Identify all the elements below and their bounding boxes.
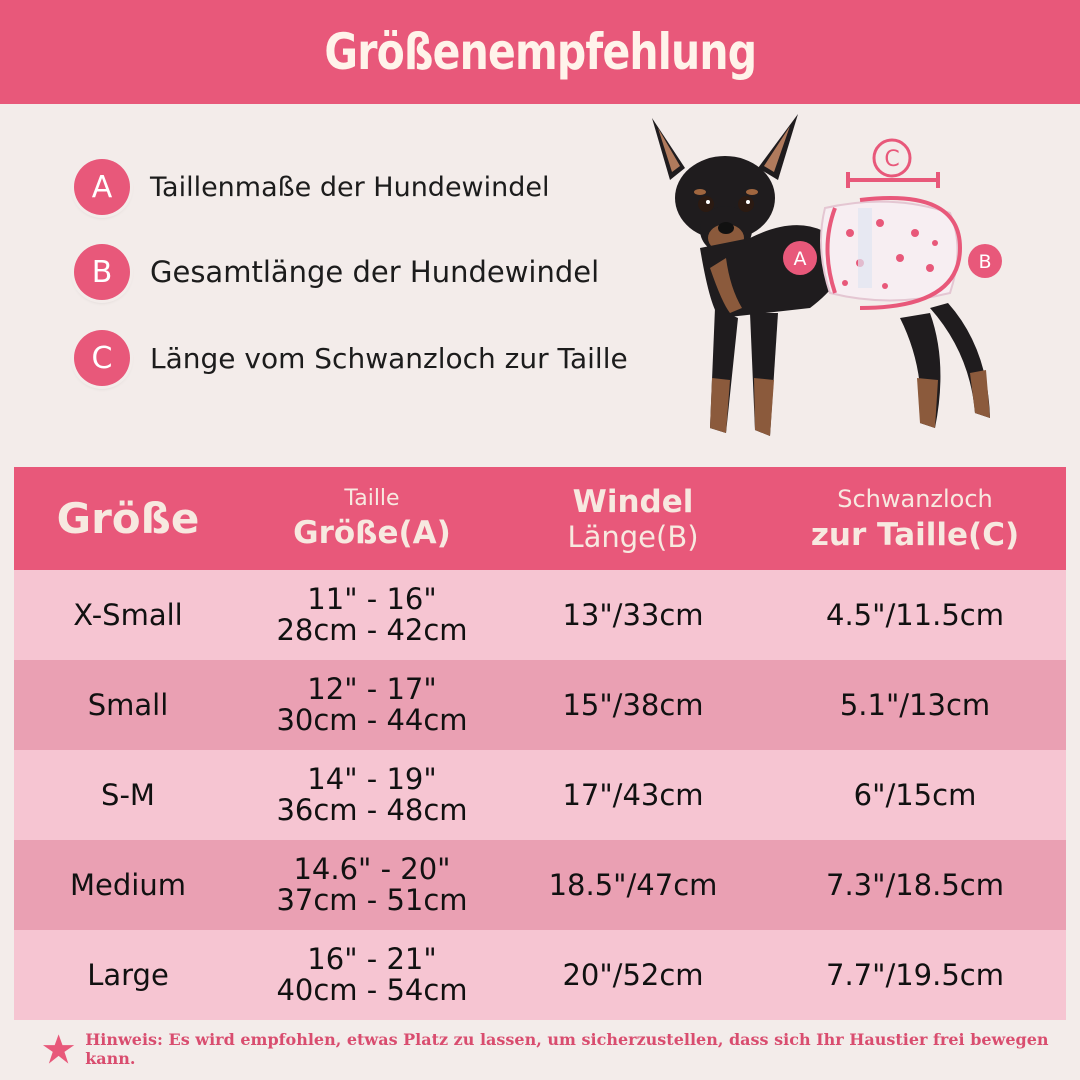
label-a: A	[793, 248, 807, 270]
label-b: B	[978, 251, 992, 273]
label-c: C	[884, 147, 900, 172]
cell-waist-in: 14.6" - 20"	[293, 852, 451, 886]
cell-waist-in: 12" - 17"	[307, 672, 437, 706]
cell-waist-cm: 37cm - 51cm	[276, 883, 468, 917]
cell-length: 18.5"/47cm	[548, 867, 718, 902]
cell-length: 20"/52cm	[562, 957, 704, 992]
header-waist: Taille Größe(A)	[293, 486, 451, 551]
footnote	[42, 1030, 1080, 1068]
table-row	[14, 930, 1066, 1020]
legend-item-b	[74, 244, 599, 300]
cell-length: 15"/38cm	[562, 687, 704, 722]
legend-text-b: Gesamtlänge der Hundewindel	[150, 255, 600, 289]
cell-tail: 7.3"/18.5cm	[826, 867, 1004, 902]
cell-waist-cm: 30cm - 44cm	[276, 703, 468, 737]
legend-badge-a: A	[74, 159, 130, 215]
legend-text-c: Länge vom Schwanzloch zur Taille	[150, 341, 628, 375]
cell-tail: 7.7"/19.5cm	[826, 957, 1004, 992]
cell-waist	[242, 584, 502, 646]
cell-size: Medium	[70, 867, 186, 902]
cell-waist	[242, 764, 502, 826]
table-row	[14, 660, 1066, 750]
page-title: Größenempfehlung	[324, 23, 756, 81]
legend-item-a	[74, 159, 550, 215]
table-row	[14, 840, 1066, 930]
cell-waist-cm: 36cm - 48cm	[276, 793, 468, 827]
cell-waist	[242, 944, 502, 1006]
header-tail: Schwanzloch zur Taille(C)	[810, 484, 1020, 553]
cell-tail: 4.5"/11.5cm	[826, 597, 1004, 632]
cell-waist	[242, 854, 502, 916]
header-length: Windel Länge(B)	[567, 483, 699, 554]
dog-illustration	[630, 108, 1010, 468]
cell-waist-cm: 40cm - 54cm	[276, 973, 468, 1007]
cell-length: 13"/33cm	[562, 597, 704, 632]
table-header	[14, 467, 1066, 570]
dog-with-diaper-image	[630, 108, 1010, 468]
header-size: Größe	[56, 494, 200, 543]
table-row	[14, 570, 1066, 660]
legend-text-a: Taillenmaße der Hundewindel	[150, 171, 550, 203]
cell-size: X-Small	[73, 597, 183, 632]
table-row	[14, 750, 1066, 840]
cell-tail: 6"/15cm	[853, 777, 977, 812]
size-table	[14, 467, 1066, 1020]
legend-badge-c: C	[74, 330, 130, 386]
cell-length: 17"/43cm	[562, 777, 704, 812]
star-icon	[42, 1033, 75, 1065]
footnote-text: Hinweis: Es wird empfohlen, etwas Platz zu lassen, um sicherzustellen, dass sich Ihr Haustier frei bewegen kann.	[85, 1030, 1049, 1068]
cell-size: Small	[87, 687, 169, 722]
legend-badge-b: B	[74, 244, 130, 300]
cell-tail: 5.1"/13cm	[839, 687, 991, 722]
cell-size: S-M	[101, 777, 155, 812]
legend-item-c	[74, 330, 628, 386]
cell-waist-in: 11" - 16"	[307, 582, 437, 616]
cell-waist	[242, 674, 502, 736]
cell-waist-in: 16" - 21"	[307, 942, 437, 976]
title-banner	[0, 0, 1080, 104]
cell-waist-in: 14" - 19"	[307, 762, 437, 796]
cell-size: Large	[87, 957, 169, 992]
cell-waist-cm: 28cm - 42cm	[276, 613, 468, 647]
